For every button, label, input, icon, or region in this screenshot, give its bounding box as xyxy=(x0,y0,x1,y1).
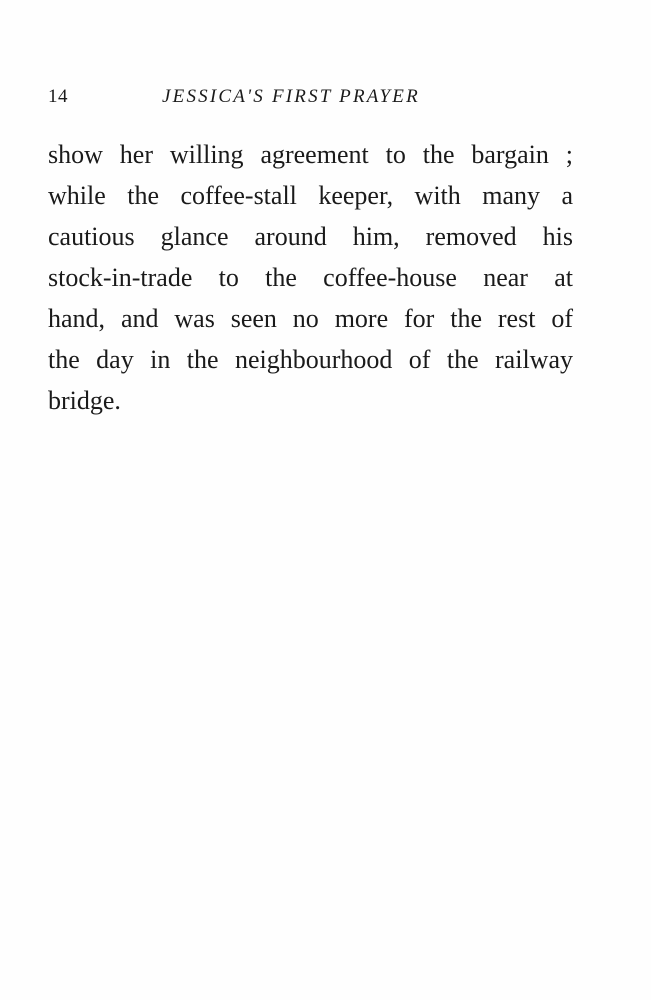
text-line: show her willing agreement to the bargain ; xyxy=(48,140,573,169)
text-line: cautious glance around him, removed his xyxy=(48,222,573,251)
text-line: stock-in-trade to the coffee-house near at xyxy=(48,263,573,292)
text-line: the day in the neighbourhood of the railway xyxy=(48,345,573,374)
text-line-last: bridge. xyxy=(48,386,121,415)
running-title: JESSICA'S FIRST PRAYER xyxy=(162,86,420,107)
body-paragraph xyxy=(48,134,573,421)
running-head xyxy=(48,86,568,112)
page-number: 14 xyxy=(48,86,68,107)
text-line: hand, and was seen no more for the rest of xyxy=(48,304,573,333)
text-line: while the coffee-stall keeper, with many a xyxy=(48,181,573,210)
